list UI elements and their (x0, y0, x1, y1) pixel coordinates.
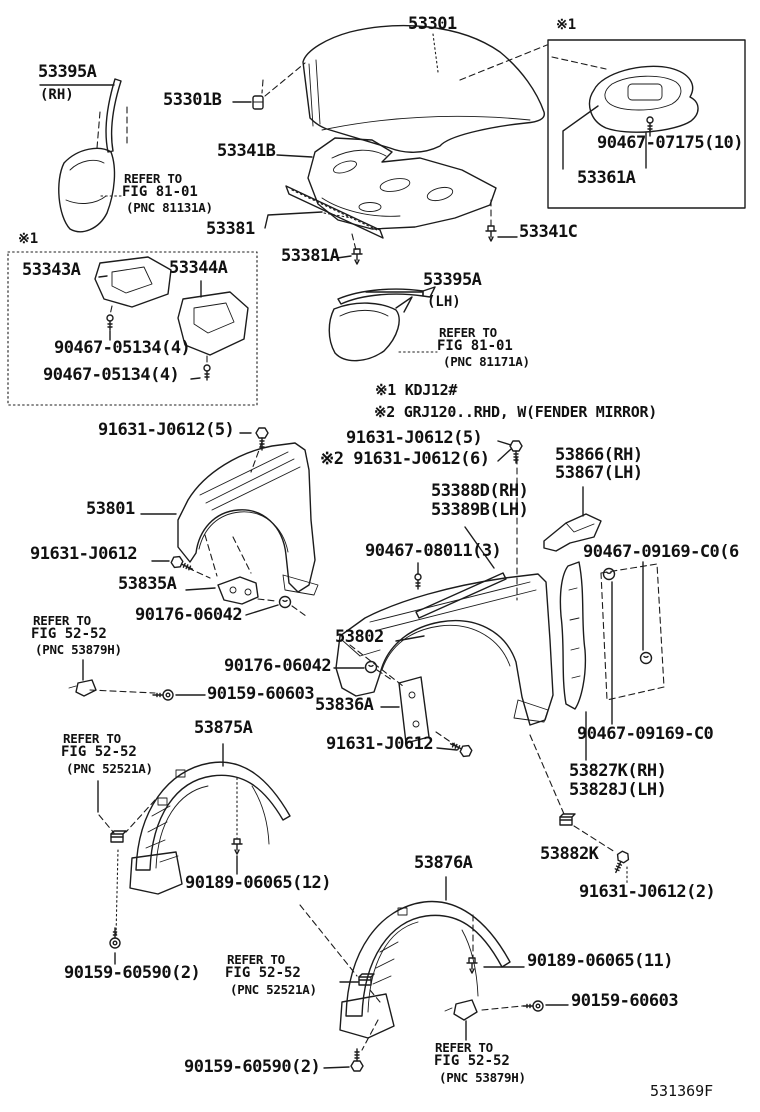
label-53828j-lh: 53828J(LH) (569, 780, 667, 800)
label-91631-j0612-2: 91631-J0612(2) (579, 882, 716, 902)
refer-to-1: REFER TO (124, 171, 182, 186)
pnc-52521a-b: (PNC 52521A) (230, 982, 317, 997)
label-53381: 53381 (206, 219, 255, 239)
label-91631-j0612-b: 91631-J0612 (326, 734, 434, 754)
label-53882k: 53882K (540, 844, 599, 864)
label-91631-j0612-6: ※2 91631-J0612(6) (320, 449, 490, 469)
label-90176-06042-b: 90176-06042 (224, 656, 332, 676)
label-90159-60603-a: 90159-60603 (207, 684, 315, 704)
flag-box-left: ※1 (18, 231, 39, 247)
refer-to-6: REFER TO (435, 1040, 493, 1055)
refer-to-2: REFER TO (439, 325, 497, 340)
label-53341c: 53341C (519, 222, 578, 242)
label-90467-09169-c0: 90467-09169-C0 (577, 724, 714, 744)
label-lh: (LH) (427, 294, 461, 310)
label-rh: (RH) (40, 87, 74, 103)
label-90159-60603-b: 90159-60603 (571, 991, 679, 1011)
fig-52-52-b: FIG 52-52 (61, 744, 137, 760)
label-53802: 53802 (335, 627, 384, 647)
fig-81-01-rh: FIG 81-01 (122, 184, 198, 200)
label-53389b-lh: 53389B(LH) (431, 500, 529, 520)
label-91631-j0612-5-a: 91631-J0612(5) (98, 420, 235, 440)
label-53344a: 53344A (169, 258, 228, 278)
label-90159-60590-b: 90159-60590(2) (184, 1057, 321, 1077)
label-90189-06065-11: 90189-06065(11) (527, 951, 674, 971)
label-53361a: 53361A (577, 168, 636, 188)
figure-code: 531369F (650, 1082, 714, 1100)
label-90159-60590-a: 90159-60590(2) (64, 963, 201, 983)
pnc-81131a: (PNC 81131A) (126, 200, 213, 215)
label-90467-09169-c0-6: 90467-09169-C0(6 (583, 542, 739, 562)
label-53301b: 53301B (163, 90, 222, 110)
label-53343a: 53343A (22, 260, 81, 280)
refer-to-4: REFER TO (63, 731, 121, 746)
fig-52-52-c: FIG 52-52 (225, 965, 301, 981)
label-53835a: 53835A (118, 574, 177, 594)
flag-box-right: ※1 (556, 17, 577, 33)
label-90467-05134-b: 90467-05134(4) (43, 365, 180, 385)
label-91631-j0612-a: 91631-J0612 (30, 544, 138, 564)
label-91631-j0612-5-b: 91631-J0612(5) (346, 428, 483, 448)
label-90467-05134-a: 90467-05134(4) (54, 338, 191, 358)
label-53827k-rh: 53827K(RH) (569, 761, 667, 781)
label-53836a: 53836A (315, 695, 374, 715)
fig-52-52-d: FIG 52-52 (434, 1053, 510, 1069)
pnc-52521a-a: (PNC 52521A) (66, 761, 153, 776)
label-53388d-rh: 53388D(RH) (431, 481, 529, 501)
label-53395a-lh: 53395A (423, 270, 482, 290)
label-90467-08011: 90467-08011(3) (365, 541, 502, 561)
label-53341b: 53341B (217, 141, 276, 161)
pnc-81171a: (PNC 81171A) (443, 354, 530, 369)
label-90467-07175: 90467-07175(10) (597, 133, 744, 153)
pnc-53879h-b: (PNC 53879H) (439, 1070, 526, 1085)
label-53867-lh: 53867(LH) (555, 463, 643, 483)
note-1: ※1 KDJ12# (375, 381, 458, 399)
label-90189-06065-12: 90189-06065(12) (185, 873, 332, 893)
refer-to-5: REFER TO (227, 952, 285, 967)
label-53876a: 53876A (414, 853, 473, 873)
label-53801: 53801 (86, 499, 135, 519)
label-53875a: 53875A (194, 718, 253, 738)
fig-81-01-lh: FIG 81-01 (437, 338, 513, 354)
note-2: ※2 GRJ120..RHD, W(FENDER MIRROR) (374, 403, 657, 421)
fig-52-52-a: FIG 52-52 (31, 626, 107, 642)
pnc-53879h-a: (PNC 53879H) (35, 642, 122, 657)
label-53866-rh: 53866(RH) (555, 445, 643, 465)
label-53395a-rh: 53395A (38, 62, 97, 82)
label-53381a: 53381A (281, 246, 340, 266)
refer-to-3: REFER TO (33, 613, 91, 628)
label-90176-06042-a: 90176-06042 (135, 605, 243, 625)
label-53301: 53301 (408, 14, 457, 34)
